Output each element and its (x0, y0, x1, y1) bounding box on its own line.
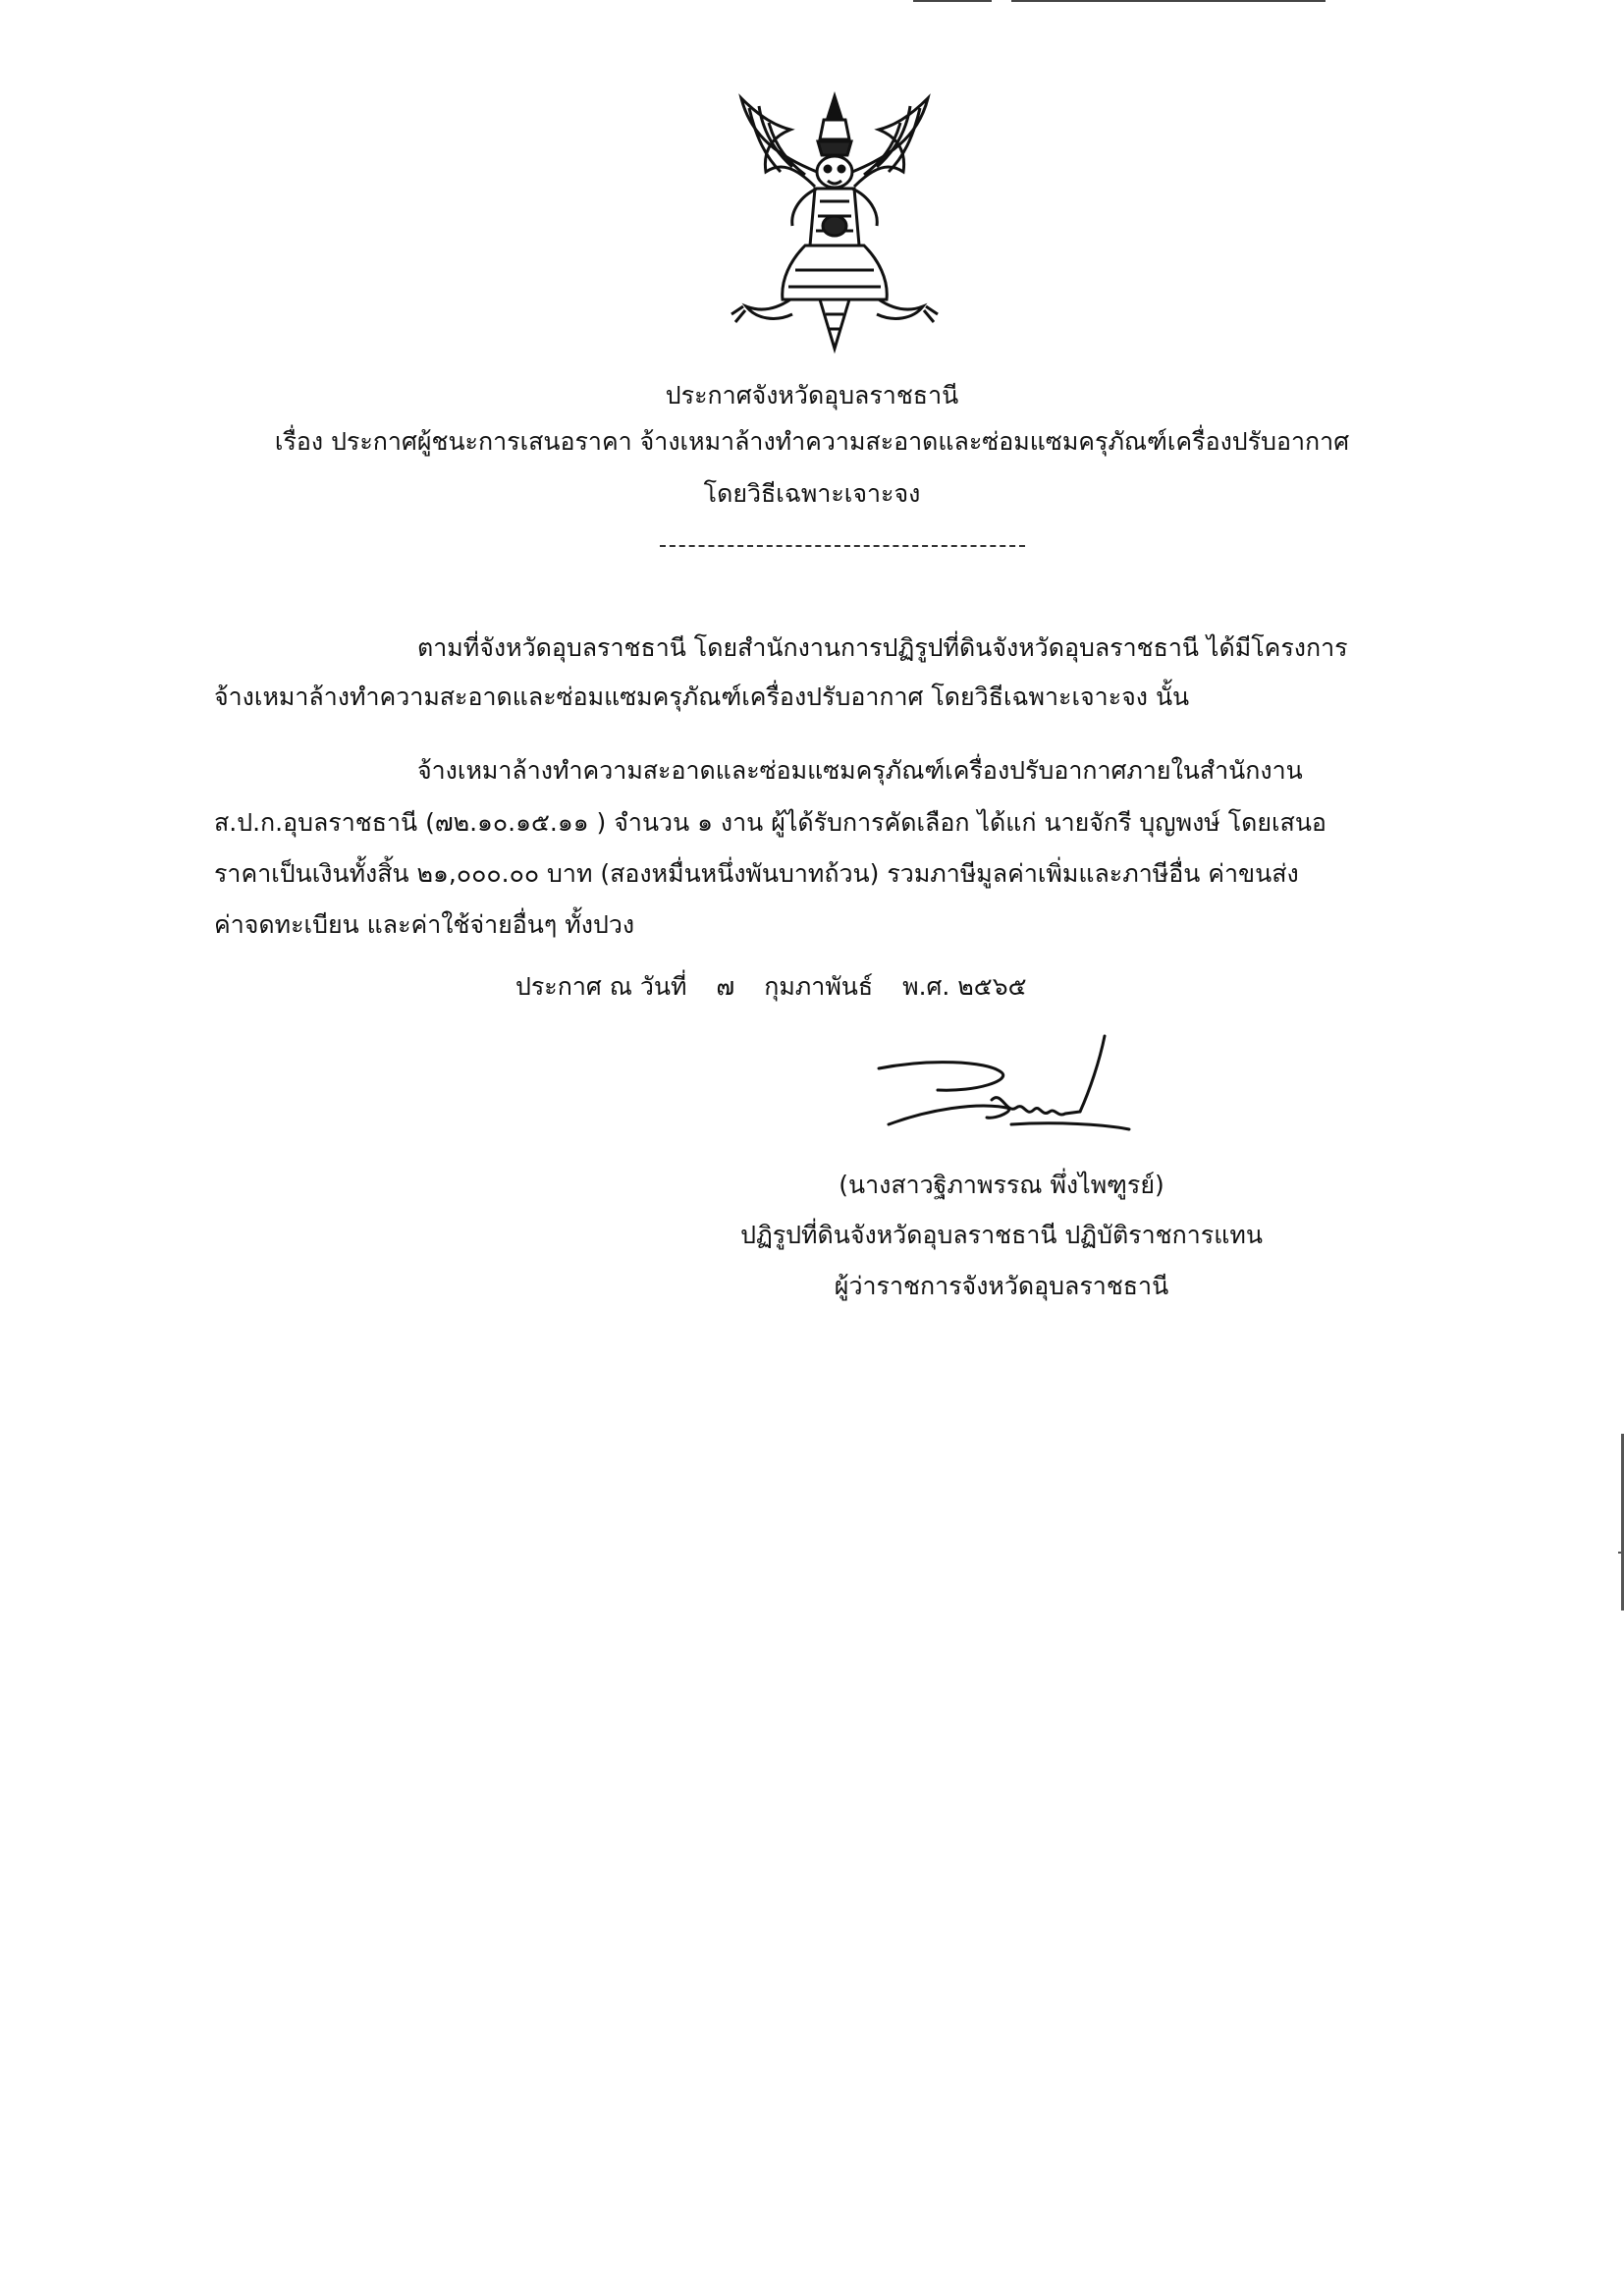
announcement-title: ประกาศจังหวัดอุบลราชธานี (665, 381, 959, 410)
signatory-name: (นางสาวฐิภาพรรณ พึ่งไพฑูรย์) (839, 1171, 1164, 1199)
paragraph-2-line-3: ราคาเป็นเงินทั้งสิ้น ๒๑,๐๐๐.๐๐ บาท (สองหมื่นหนึ่งพันบาทถ้วน) รวมภาษีมูลค่าเพิ่มและภาษีอื่น ค่าขนส่ง (214, 859, 1299, 888)
scan-artifact (1011, 0, 1326, 2)
date-label: ประกาศ ณ วันที่ (515, 972, 687, 1001)
paragraph-2-line-4: ค่าจดทะเบียน และค่าใช้จ่ายอื่นๆ ทั้งปวง (214, 910, 635, 939)
date-month: กุมภาพันธ์ (764, 972, 874, 1001)
paragraph-1-line-2: จ้างเหมาล้างทำความสะอาดและซ่อมแซมครุภัณฑ์เครื่องปรับอากาศ โดยวิธีเฉพาะเจาะจง นั้น (214, 683, 1190, 711)
signatory-position-1: ปฏิรูปที่ดินจังหวัดอุบลราชธานี ปฏิบัติราชการแทน (740, 1221, 1263, 1249)
paragraph-2-line-1: จ้างเหมาล้างทำความสะอาดและซ่อมแซมครุภัณฑ์เครื่องปรับอากาศภายในสำนักงาน (417, 756, 1303, 785)
divider (660, 545, 1025, 547)
announcement-subject: เรื่อง ประกาศผู้ชนะการเสนอราคา จ้างเหมาล้างทำความสะอาดและซ่อมแซมครุภัณฑ์เครื่องปรับอากาศ (274, 427, 1350, 456)
announcement-date (515, 967, 1049, 1007)
paragraph-1-line-1: ตามที่จังหวัดอุบลราชธานี โดยสำนักงานการปฏิรูปที่ดินจังหวัดอุบลราชธานี ได้มีโครงการ (417, 633, 1348, 662)
date-year: พ.ศ. ๒๕๖๕ (902, 972, 1027, 1001)
paragraph-2-line-2: ส.ป.ก.อุบลราชธานี (๗๒.๑๐.๑๕.๑๑ ) จำนวน ๑ งาน ผู้ได้รับการคัดเลือก ได้แก่ นายจักรี บุญพงษ์ โดยเสนอ (214, 808, 1326, 837)
garuda-emblem-icon (722, 79, 947, 363)
handwritten-signature (869, 1031, 1154, 1149)
date-day: ๗ (716, 972, 735, 1001)
scan-artifact (913, 0, 992, 2)
scan-edge-mark (1618, 1552, 1624, 1554)
signatory-position-2: ผู้ว่าราชการจังหวัดอุบลราชธานี (834, 1272, 1169, 1300)
procurement-method: โดยวิธีเฉพาะเจาะจง (703, 479, 921, 508)
